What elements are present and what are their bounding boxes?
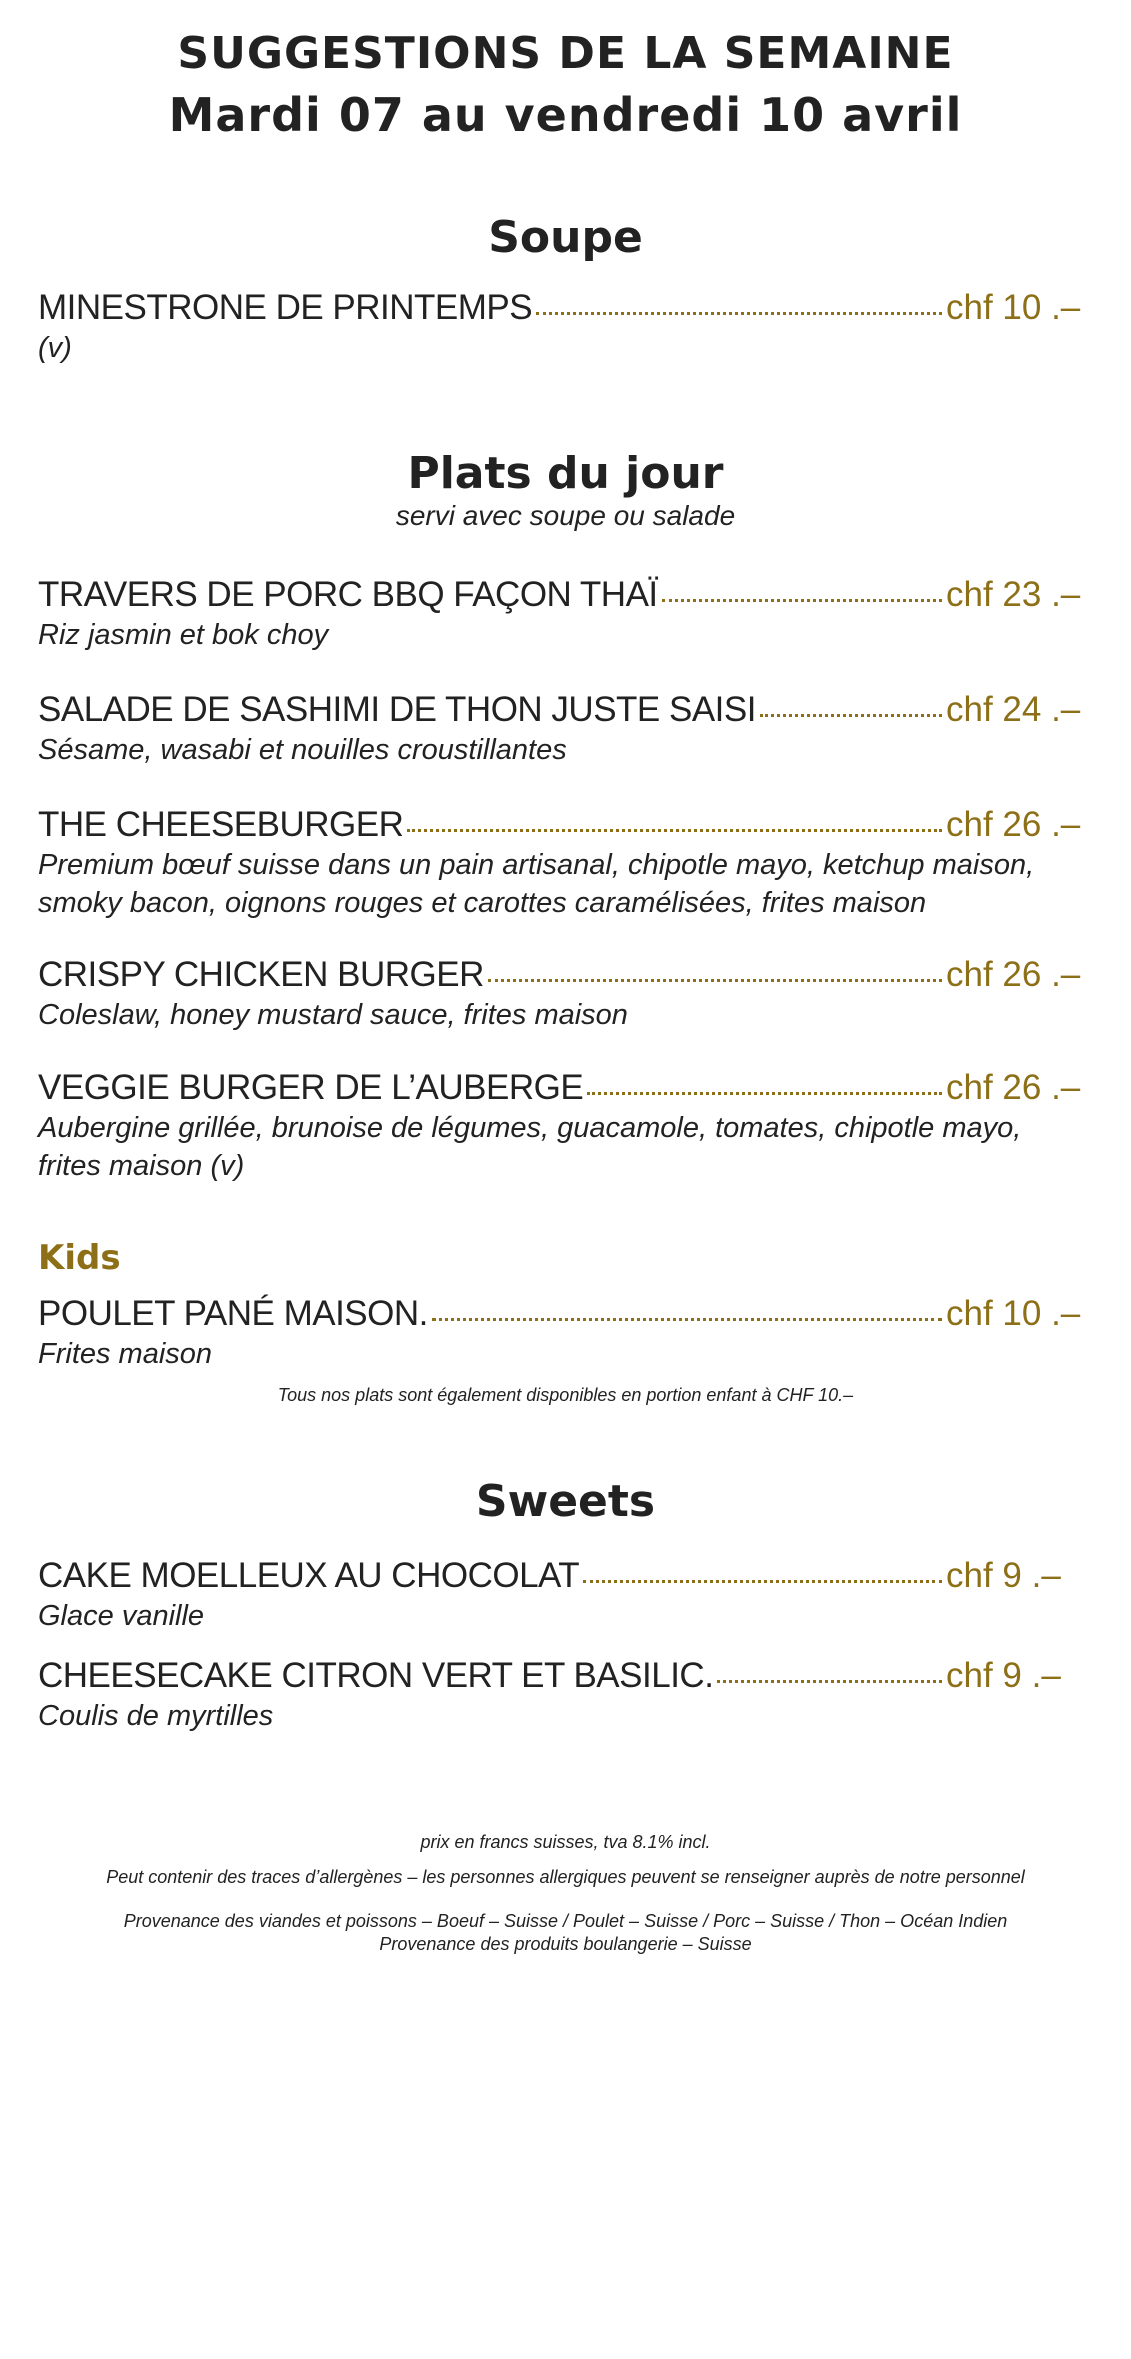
item-price: chf 10 .– — [946, 1294, 1081, 1333]
item-price: chf 9 .– — [946, 1656, 1061, 1695]
menu-item — [38, 1656, 1068, 1734]
item-name: CHEESECAKE CITRON VERT ET BASILIC. — [38, 1656, 714, 1695]
item-description: Sésame, wasabi et nouilles croustillantes — [38, 734, 567, 766]
section-title-kids: Kids — [38, 1238, 121, 1278]
section-title-sweets: Sweets — [475, 1476, 656, 1527]
section-title-plats: Plats du jour — [407, 448, 724, 499]
footer-allergens-note: Peut contenir des traces d’allergènes – les personnes allergiques peuvent se renseigner auprès de notre personnel — [106, 1867, 1025, 1887]
section-title-soupe: Soupe — [488, 212, 643, 263]
item-description-line2: frites maison (v) — [38, 1150, 245, 1182]
item-description: Premium bœuf suisse dans un pain artisanal, chipotle mayo, ketchup maison, — [38, 849, 1035, 881]
menu-item — [38, 288, 1081, 366]
dotted-leader — [587, 1092, 942, 1095]
menu-item — [38, 1068, 1081, 1184]
item-name: THE CHEESEBURGER — [38, 805, 404, 844]
item-name: CAKE MOELLEUX AU CHOCOLAT — [38, 1556, 580, 1595]
item-price: chf 26 .– — [946, 955, 1081, 994]
footer-provenance-meat: Provenance des viandes et poissons – Boeuf – Suisse / Poulet – Suisse / Porc – Suisse / Thon – Océan Indien — [123, 1911, 1008, 1931]
dotted-leader — [432, 1318, 942, 1321]
dotted-leader — [407, 829, 942, 832]
item-name: CRISPY CHICKEN BURGER — [38, 955, 484, 994]
section-subtitle: servi avec soupe ou salade — [395, 500, 736, 531]
dotted-leader — [583, 1580, 942, 1583]
item-name: TRAVERS DE PORC BBQ FAÇON THAÏ — [38, 575, 658, 614]
item-price: chf 23 .– — [946, 575, 1081, 614]
item-description-line2: smoky bacon, oignons rouges et carottes caramélisées, frites maison — [38, 887, 927, 919]
menu-item — [38, 575, 1081, 653]
dotted-leader — [536, 312, 942, 315]
item-price: chf 26 .– — [946, 805, 1081, 844]
footer-prices-note: prix en francs suisses, tva 8.1% incl. — [420, 1832, 711, 1852]
item-description: Coleslaw, honey mustard sauce, frites maison — [38, 999, 628, 1031]
menu-item — [38, 1294, 1081, 1372]
item-name: MINESTRONE DE PRINTEMPS — [38, 288, 533, 327]
item-description: Frites maison — [38, 1338, 213, 1370]
item-description: Aubergine grillée, brunoise de légumes, guacamole, tomates, chipotle mayo, — [38, 1112, 1022, 1144]
item-price: chf 10 .– — [946, 288, 1081, 327]
item-name: POULET PANÉ MAISON. — [38, 1294, 428, 1333]
dotted-leader — [662, 599, 942, 602]
dotted-leader — [717, 1680, 942, 1683]
item-name: VEGGIE BURGER DE L’AUBERGE — [38, 1068, 584, 1107]
menu-title: SUGGESTIONS DE LA SEMAINE — [177, 28, 954, 79]
item-price: chf 9 .– — [946, 1556, 1061, 1595]
menu-item — [38, 955, 1081, 1033]
item-price: chf 26 .– — [946, 1068, 1081, 1107]
menu-item — [38, 805, 1081, 921]
kids-note: Tous nos plats sont également disponibles en portion enfant à CHF 10.– — [277, 1385, 854, 1405]
menu-dates: Mardi 07 au vendredi 10 avril — [168, 88, 963, 142]
item-name: SALADE DE SASHIMI DE THON JUSTE SAISI — [38, 690, 756, 729]
item-description: Glace vanille — [38, 1600, 205, 1632]
menu-item — [38, 1556, 1068, 1634]
item-description: Coulis de myrtilles — [38, 1700, 274, 1732]
dotted-leader — [760, 714, 942, 717]
item-description: Riz jasmin et bok choy — [38, 619, 329, 651]
dotted-leader — [488, 979, 942, 982]
menu-item — [38, 690, 1081, 768]
footer-provenance-bakery: Provenance des produits boulangerie – Suisse — [379, 1934, 752, 1954]
item-price: chf 24 .– — [946, 690, 1081, 729]
item-description: (v) — [38, 332, 72, 364]
